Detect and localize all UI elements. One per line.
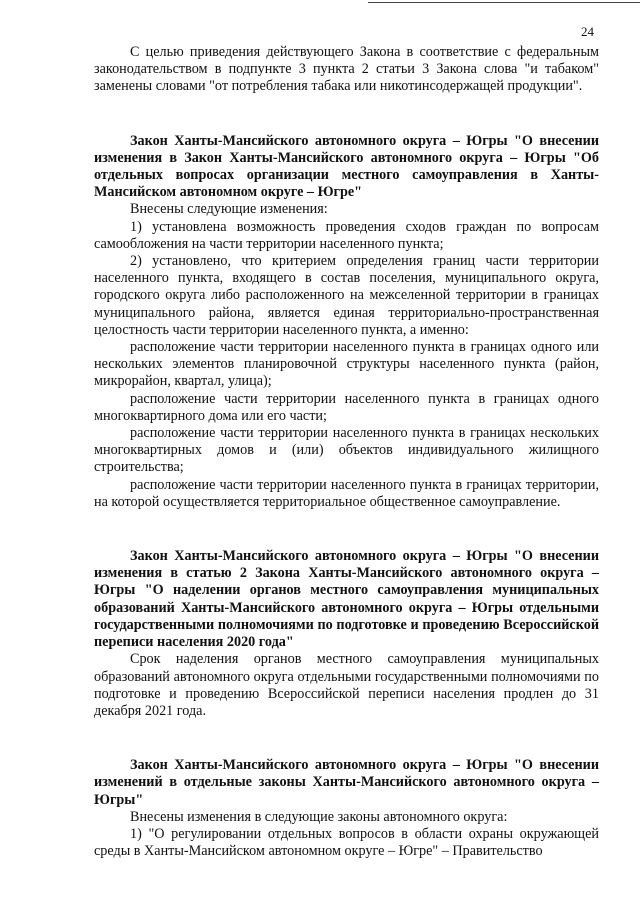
law1-sub-4: расположение части территории населенного пункта в границах территории, на которой осуществляется территориальное общественное самоуправление. — [94, 476, 599, 510]
law1-sub-3: расположение части территории населенного пункта в границах нескольких многоквартирных домов и (или) объектов индивидуального жилищного строительства; — [94, 425, 599, 476]
law3-lead: Внесены изменения в следующие законы автономного округа: — [130, 808, 508, 825]
page-number: 24 — [581, 24, 594, 39]
law1-item-2: 2) установлено, что критерием определения границ части территории населенного пункта, входящего в состав поселения, муниципального округа, городского округа либо расположенного на межселенной территории в границах муниципального района, является единая территориально-пространственная целостность части территории населенного пункта, а именно: — [94, 253, 599, 338]
law1-lead: Внесены следующие изменения: — [130, 201, 328, 218]
law1-sub-2: расположение части территории населенного пункта в границах одного многоквартирного дома или его части; — [94, 390, 599, 424]
law1-item-1: 1) установлена возможность проведения сходов граждан по вопросам самообложения на части территории населенного пункта; — [94, 218, 599, 252]
law2-title: Закон Ханты-Мансийского автономного округа – Югры "О внесении изменения в статью 2 Закона Ханты-Мансийского автономного округа – Югры "О наделении органов местного самоуправления муниципальных образований Ханты-Мансийского автономного округа – Югры отдельными государственными полномочиями по подготовке и проведению Всероссийской переписи населения 2020 года" — [94, 548, 599, 651]
document-body — [94, 44, 599, 860]
law1-title: Закон Ханты-Мансийского автономного округа – Югры "О внесении изменения в Закон Ханты-Мансийского автономного округа – Югры "Об отдельных вопросах организации местного самоуправления в Ханты-Мансийском автономном округе – Югре" — [94, 132, 599, 201]
law1-sub-1: расположение части территории населенного пункта в границах одного или нескольких элементов планировочной структуры населенного пункта (район, микрорайон, квартал, улица); — [94, 339, 599, 390]
law3-title: Закон Ханты-Мансийского автономного округа – Югры "О внесении изменений в отдельные законы Ханты-Мансийского автономного округа – Югры" — [94, 757, 599, 808]
intro-paragraph: С целью приведения действующего Закона в соответствие с федеральным законодательством в подпункте 3 пункта 2 статьи 3 Закона слова "и табаком" заменены словами "от потребления табака или никотинсодержащей продукции". — [94, 44, 599, 95]
top-rule — [368, 2, 640, 3]
law2-body: Срок наделения органов местного самоуправления муниципальных образований автономного округа отдельными государственными полномочиями по подготовке и проведению Всероссийской переписи населения продлен до 31 декабря 2021 года. — [94, 651, 599, 719]
law3-item-1: 1) "О регулировании отдельных вопросов в области охраны окружающей среды в Ханты-Мансийском автономном округе – Югре" – Правительство — [94, 825, 599, 860]
